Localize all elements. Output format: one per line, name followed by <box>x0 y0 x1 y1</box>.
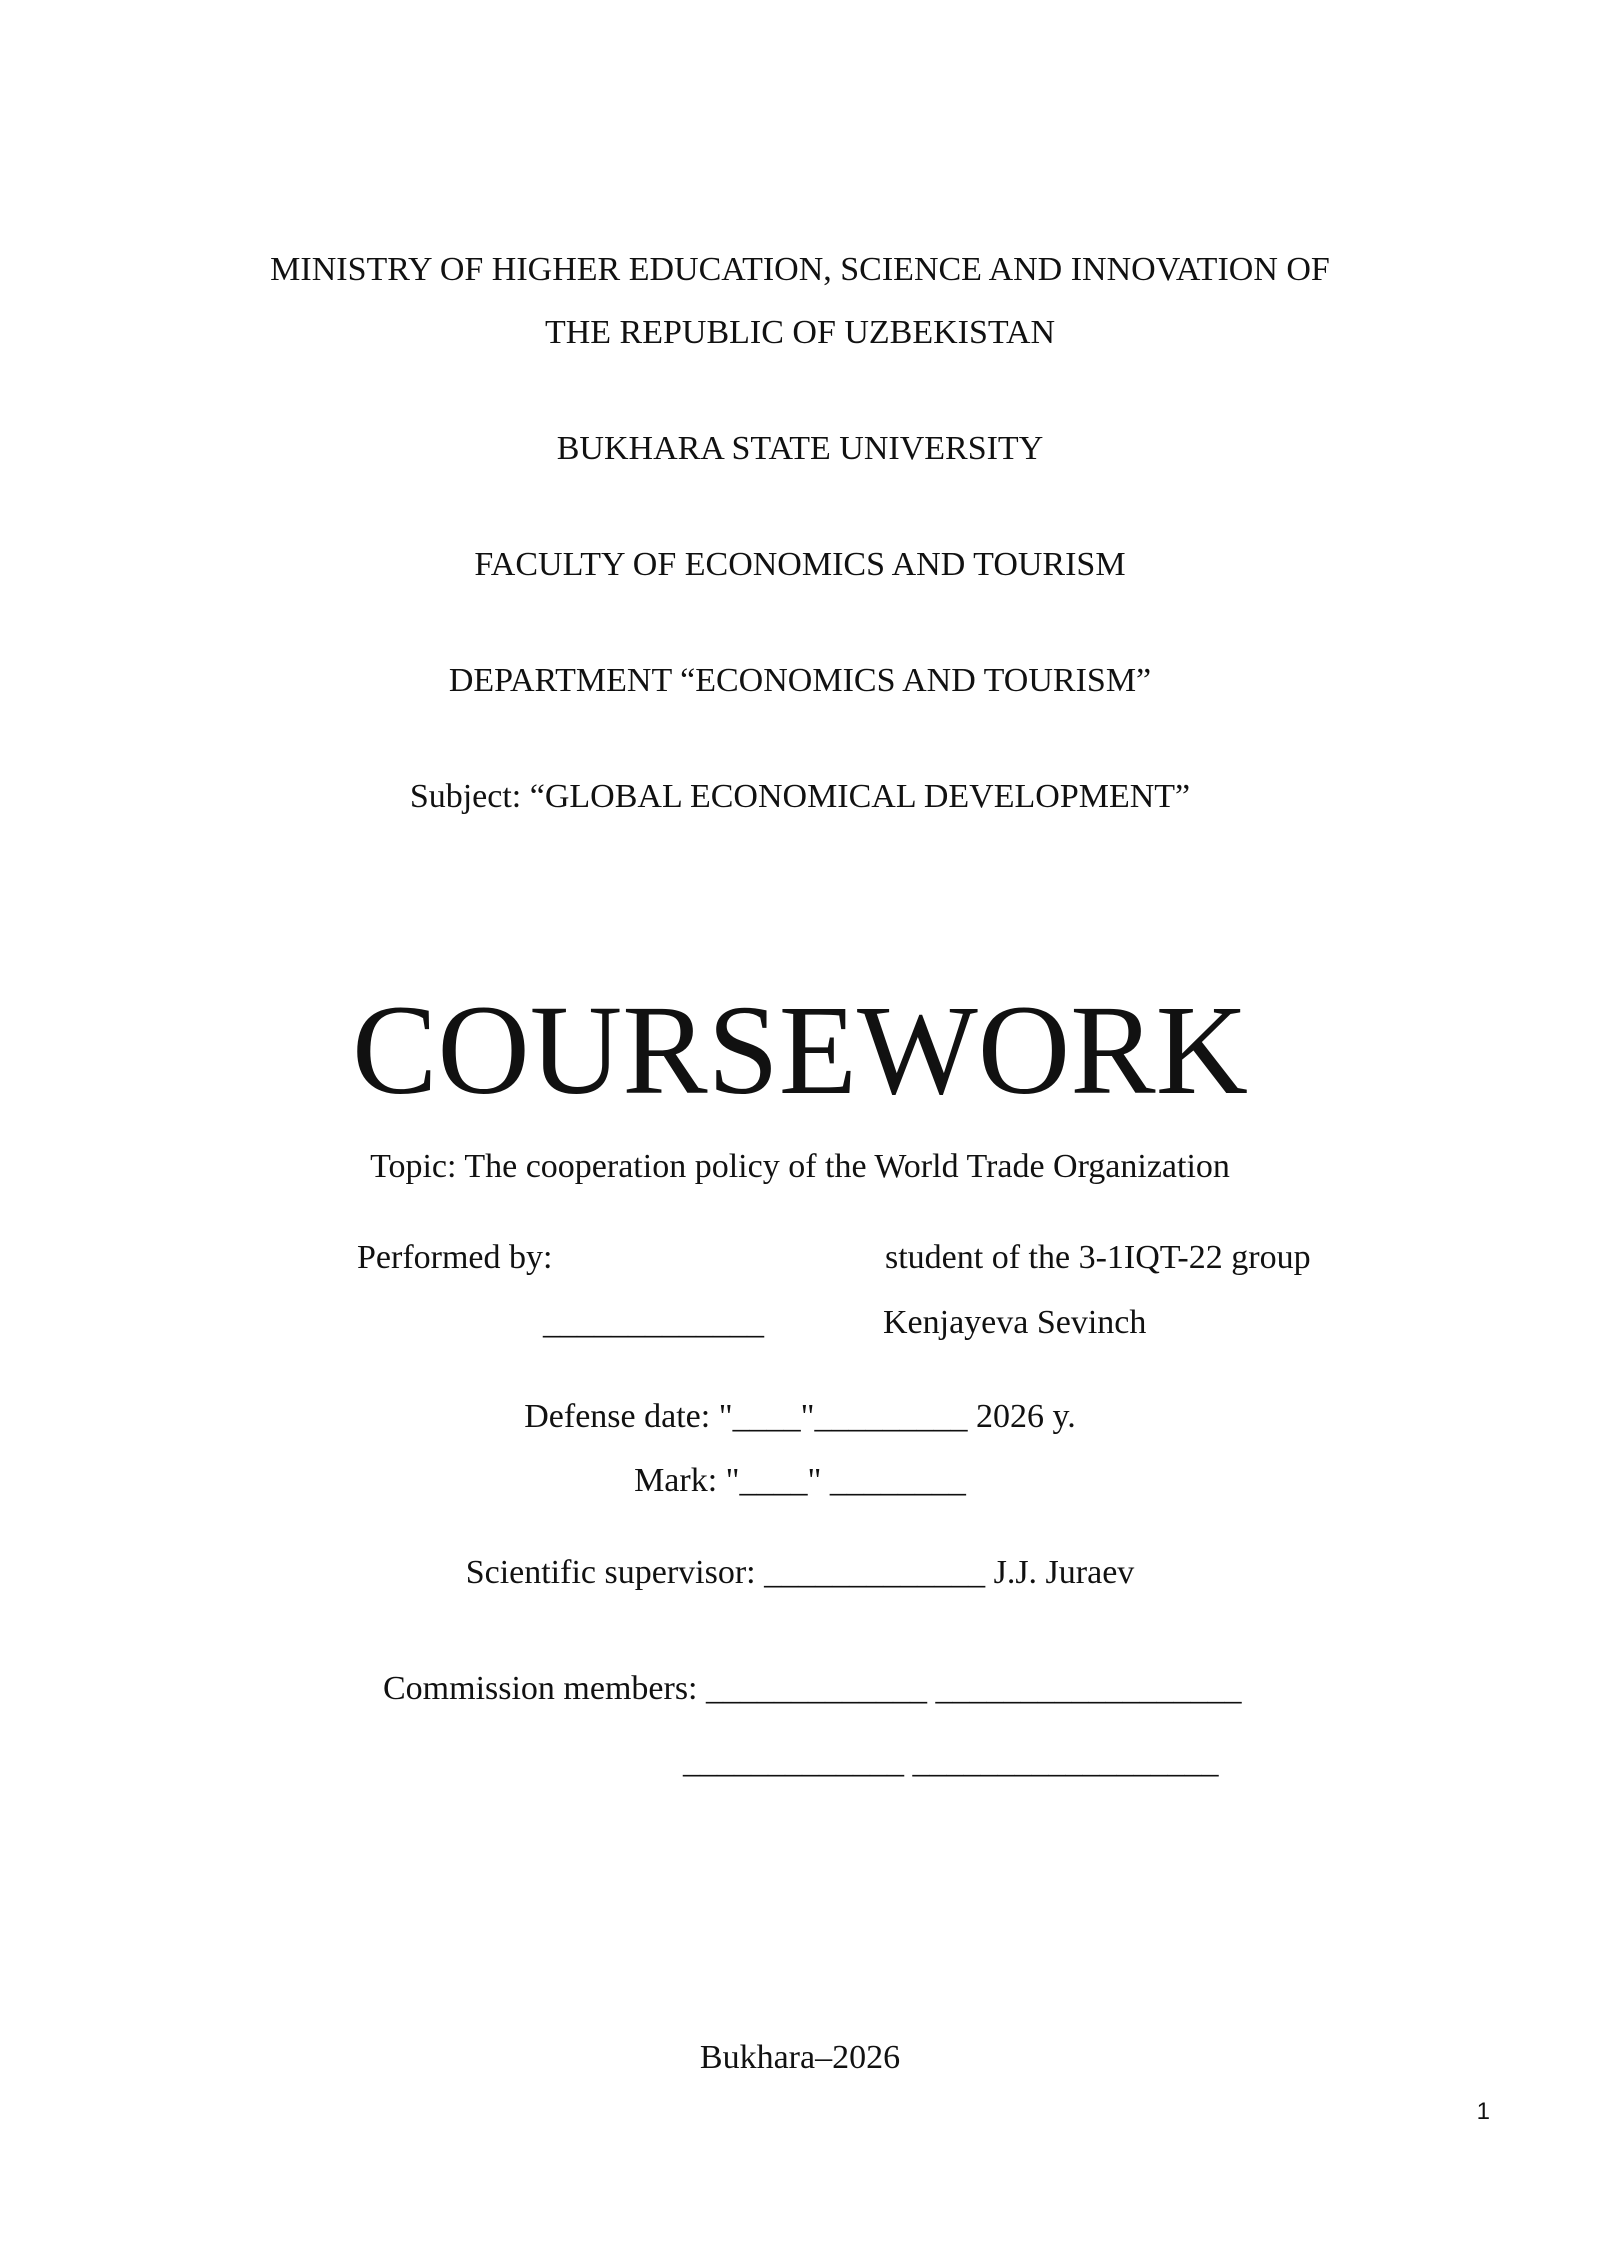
student-name: Kenjayeva Sevinch <box>883 1304 1147 1341</box>
department-name: DEPARTMENT “ECONOMICS AND TOURISM” <box>448 662 1152 699</box>
subject-line: Subject: “GLOBAL ECONOMICAL DEVELOPMENT” <box>409 778 1191 815</box>
scientific-supervisor: Scientific supervisor: _____________ J.J. Juraev <box>465 1554 1135 1591</box>
ministry-line-1: MINISTRY OF HIGHER EDUCATION, SCIENCE AND INNOVATION OF <box>270 251 1330 288</box>
university-name: BUKHARA STATE UNIVERSITY <box>556 430 1044 467</box>
page-number: 1 <box>1476 2098 1490 2125</box>
student-signature-line: _____________ <box>543 1304 764 1341</box>
commission-members-line-2: _____________ __________________ <box>683 1743 1219 1780</box>
performed-by-label: Performed by: <box>357 1239 553 1276</box>
commission-members-line-1: Commission members: _____________ __________________ <box>383 1670 1242 1707</box>
defense-date: Defense date: "____"_________ 2026 y. <box>524 1398 1076 1435</box>
ministry-line-2: THE REPUBLIC OF UZBEKISTAN <box>544 314 1056 351</box>
student-group: student of the 3-1IQT-22 group <box>885 1239 1311 1276</box>
document-title: COURSEWORK <box>351 979 1249 1121</box>
city-year: Bukhara–2026 <box>699 2039 901 2076</box>
faculty-name: FACULTY OF ECONOMICS AND TOURISM <box>474 546 1126 583</box>
topic-line: Topic: The cooperation policy of the World Trade Organization <box>370 1148 1230 1185</box>
mark-line: Mark: "____" ________ <box>634 1462 966 1499</box>
